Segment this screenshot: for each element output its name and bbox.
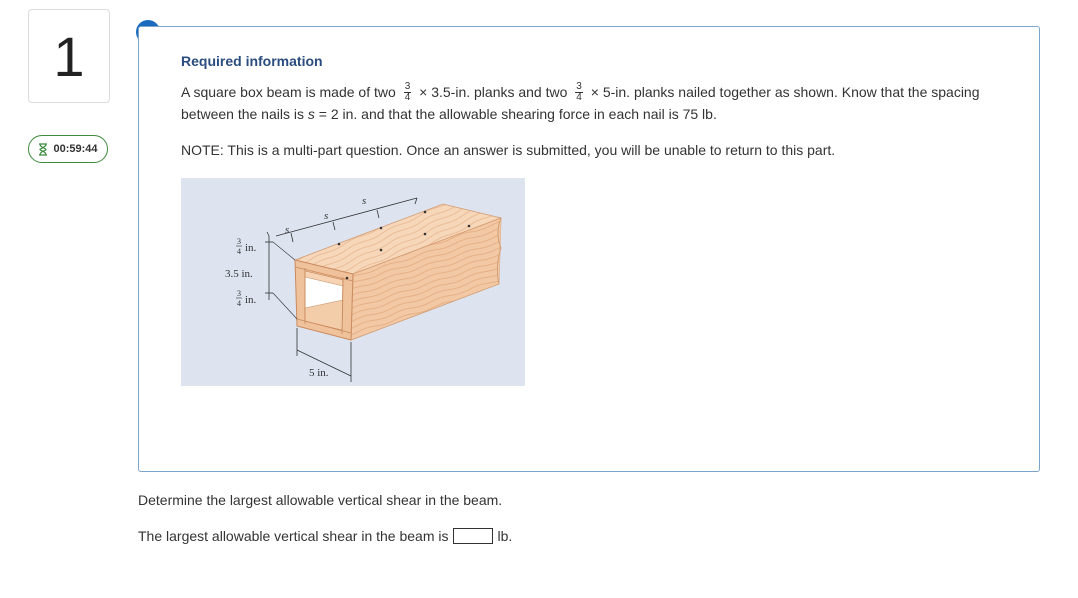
s-label-2: s: [324, 210, 329, 222]
hourglass-icon: [38, 143, 48, 156]
label-3-5-in: 3.5 in.: [225, 268, 253, 280]
timer-badge: [28, 135, 108, 163]
label-5-in: 5 in.: [309, 367, 329, 379]
frac-in-label-1: in.: [245, 242, 257, 254]
svg-text:4: 4: [237, 299, 241, 308]
problem-text-4: = 2 in. and that the allowable shearing force in each nail is 75 lb.: [318, 105, 717, 122]
timer-text: 00:59:44: [53, 143, 98, 155]
question-prompt: Determine the largest allowable vertical shear in the beam.: [138, 492, 503, 508]
svg-text:3: 3: [237, 289, 241, 298]
svg-text:3: 3: [237, 237, 241, 246]
answer-prefix: The largest allowable vertical shear in the beam is: [138, 528, 449, 544]
svg-text:4: 4: [237, 247, 241, 256]
problem-text-2: × 3.5-in. planks and two: [419, 84, 568, 100]
question-number: 1: [53, 24, 85, 88]
required-information-card: [138, 26, 1040, 472]
s-label-3: s: [362, 195, 367, 207]
problem-text-1: A square box beam is made of two: [181, 84, 396, 100]
problem-statement: [181, 82, 1011, 125]
question-number-box: [28, 9, 110, 103]
frac-in-label-2: in.: [245, 294, 257, 306]
answer-input[interactable]: [453, 528, 493, 544]
box-beam-figure: [181, 178, 525, 386]
s-variable: s: [307, 105, 315, 122]
note-text: NOTE: This is a multi-part question. Once an answer is submitted, you will be unable to return to this part.: [181, 142, 836, 158]
fraction-three-quarters: $\frac{3}{4}$: [404, 80, 411, 103]
required-info-title: Required information: [181, 53, 323, 69]
answer-row: [138, 528, 512, 544]
answer-unit: lb.: [497, 528, 513, 544]
fraction-three-quarters-2: $\frac{3}{4}$: [576, 80, 582, 103]
box-beam-illustration: [181, 178, 525, 386]
problem-text-3: × 5-in. planks nailed together as shown. Know that the spacing between the nails is: [181, 84, 980, 122]
s-label-1: s: [285, 224, 290, 236]
